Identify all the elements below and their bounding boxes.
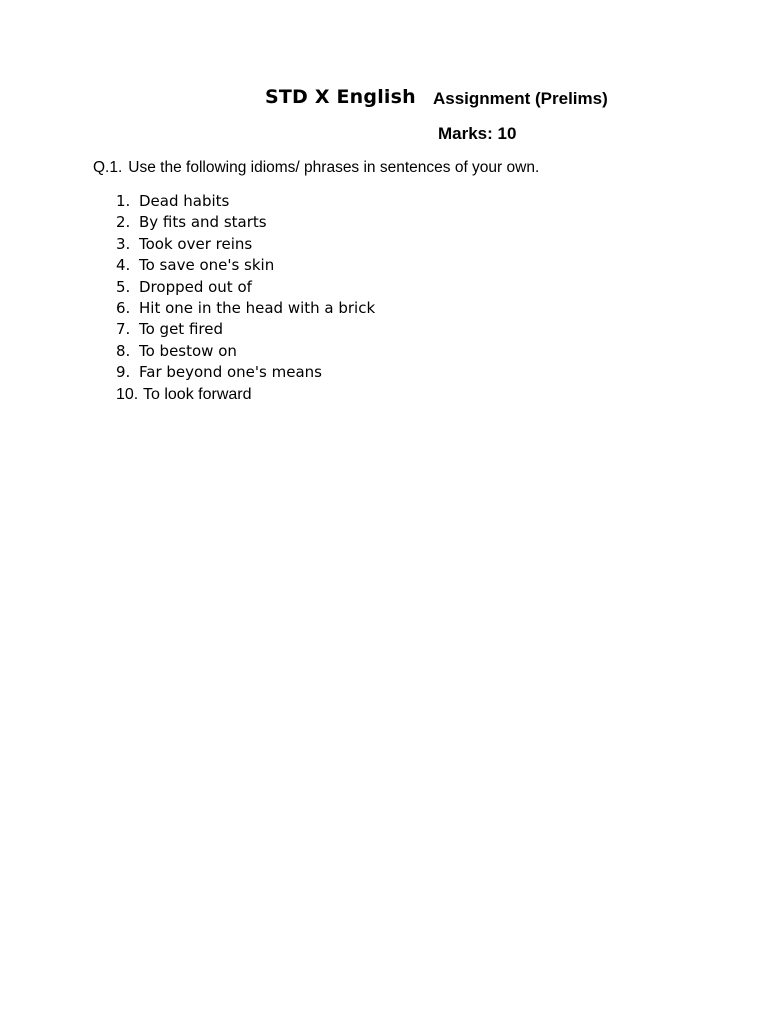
- title-main: STD X English: [265, 86, 416, 108]
- list-item-number: 7.: [116, 320, 131, 339]
- document-title: [0, 84, 768, 114]
- list-item-number: 9.: [116, 363, 131, 382]
- list-item-text: To get fired: [139, 320, 223, 339]
- list-item-text: Far beyond one's means: [139, 363, 322, 382]
- list-item-number: 3.: [116, 234, 131, 253]
- question-1: [93, 159, 539, 177]
- list-item-number: 8.: [116, 341, 131, 360]
- list-item: [116, 341, 375, 362]
- list-item-text: To save one's skin: [139, 256, 275, 275]
- idiom-list: [116, 191, 375, 405]
- marks-label: Marks: 10: [438, 124, 517, 143]
- list-item-number: 6.: [116, 298, 131, 317]
- list-item: [116, 319, 375, 340]
- list-item-number: 10.: [116, 385, 139, 403]
- list-item-text: To bestow on: [139, 341, 237, 360]
- question-number: Q.1.: [93, 159, 123, 176]
- list-item-number: 1.: [116, 192, 131, 210]
- list-item-text: Hit one in the head with a brick: [139, 298, 376, 317]
- list-item: [116, 298, 375, 319]
- list-item-number: 2.: [116, 213, 131, 232]
- list-item: [116, 384, 375, 405]
- list-item-text: Dead habits: [139, 192, 230, 210]
- list-item: [116, 234, 375, 255]
- question-text: Use the following idioms/ phrases in sentences of your own.: [128, 159, 540, 176]
- list-item-number: 5.: [116, 277, 131, 296]
- list-item-text: Took over reins: [139, 234, 253, 253]
- list-item-text: By fits and starts: [139, 213, 267, 232]
- list-item: [116, 255, 375, 276]
- list-item-text: Dropped out of: [139, 277, 252, 296]
- list-item-number: 4.: [116, 256, 131, 275]
- list-item: [116, 212, 375, 233]
- list-item: [116, 191, 375, 212]
- list-item: [116, 277, 375, 298]
- title-subtitle: Assignment (Prelims): [433, 89, 608, 108]
- list-item-text: To look forward: [143, 385, 252, 403]
- list-item: [116, 362, 375, 383]
